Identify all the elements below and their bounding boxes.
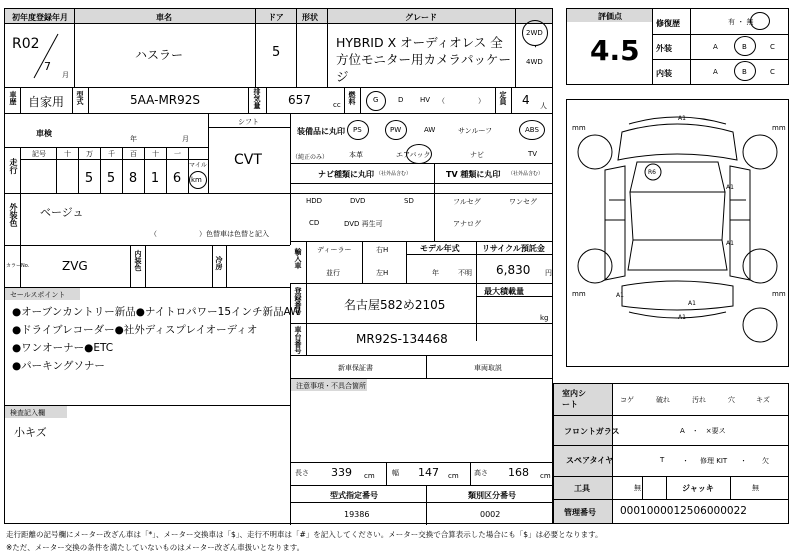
seat-burn: コゲ [620,396,634,404]
equip-navi: ナビ [470,151,484,159]
import-parallel: 並行 [326,269,340,277]
repair-options: 有 ・ 無 [728,18,754,26]
mileage-unit-ichi: 一 [174,150,181,158]
sales-point-4: ●パーキングソナー [12,360,105,372]
seat-stain: 汚れ [692,396,706,404]
notes-label: 注意事項・不具合箇所 [296,382,366,390]
score-value: 4.5 [590,34,640,67]
fuel-d: D [398,96,404,104]
first-reg-era: R02 [12,36,40,52]
width-value: 147 [418,466,439,479]
tools-value: 無 [634,484,641,492]
spare-t: T [660,456,665,464]
equip-pw: PW [390,126,402,134]
length-unit: cm [364,472,375,480]
sales-point-2: ●ドライブレコーダー●社外ディスプレイオーディオ [12,324,258,336]
shift-label: シフト [238,118,259,126]
nav-sd: SD [404,197,414,205]
registration-label: 登録番号 [294,287,302,315]
import-label: 輸入車 [294,248,302,269]
spare-kit: 修理 KIT [700,457,728,465]
management-value: 0001000012506000022 [620,505,747,517]
mileage-digit: 5 [106,171,116,186]
mileage-unit: km [191,176,202,184]
inspection-label: 車検 [36,129,52,138]
spare-dot-1: ・ [682,457,689,465]
drive-4wd: 4WD [526,58,543,66]
windshield-label: フロントガラス [564,427,620,436]
chassis-value: MR92S-134468 [356,332,448,346]
length-value: 339 [331,466,352,479]
type-designation-label: 型式指定番号 [330,491,378,500]
nav-hdd: HDD [306,197,323,205]
seat-label: 室内シート [562,389,586,409]
interior-a: A [713,68,718,76]
first-reg-label: 初年度登録年月 [12,13,68,22]
sales-point-1: ●オーブンカントリー新品●ナイトロパワー15インチ新品AW [12,306,301,318]
fuel-paren-open: （ [438,97,445,105]
model-year-unknown: 不明 [458,269,472,277]
refrigerator-label: 冷房 [215,256,223,270]
tv-analog: アナログ [453,220,481,228]
inspection-year: 年 [130,135,137,143]
exterior-color-value: ベージュ [40,206,84,219]
model-year-label: モデル年式 [420,244,460,253]
mileage-digit: 5 [84,171,94,186]
first-reg-month: 7 [44,60,51,73]
usage: 自家用 [28,95,65,109]
exterior-b: B [742,43,747,51]
first-reg-slash [30,32,60,82]
damage-mark: A1 [726,240,734,247]
capacity-label: 定員 [499,91,507,105]
fuel-label: 燃料 [348,91,356,105]
interior-b: B [742,68,747,76]
exterior-label: 外装 [656,44,672,53]
mileage-unit-ten-man: 十 [64,150,71,158]
mileage-unit-hyaku: 百 [130,150,137,158]
tv-label: TV 種類に丸印 [446,170,501,179]
windshield-options: A ・ ×要ス [680,427,726,435]
chassis-label: 車台番号 [294,326,302,354]
tv-oneseg: ワンセグ [509,198,537,206]
import-left-h: 左H [376,269,389,277]
repair-none-circle [750,12,770,30]
max-load-unit: kg [540,314,549,322]
tv-fullseg: フルセグ [453,198,481,206]
exterior-color-paren: （ ）色替車は色替と記入 [150,230,269,238]
equip-airbag: エアバック [396,151,431,159]
car-name-label: 車名 [156,13,172,22]
exterior-a: A [713,43,718,51]
mileage-label: 走行 [9,158,18,174]
car-diagram [567,100,788,366]
mileage-digit: 8 [128,171,138,186]
first-reg-month-unit: 月 [62,71,69,79]
recycle-value: 6,830 [496,263,531,277]
shift-value: CVT [234,152,262,168]
width-unit: cm [448,472,459,480]
seat-hole: 穴 [728,396,735,404]
equip-tv: TV [528,150,538,158]
equip-sunroof: サンルーフ [458,127,493,135]
diagram-mm-br: mm [772,290,786,298]
nav-dvd-play: DVD 再生可 [344,220,383,228]
grade-label: グレード [405,13,437,22]
sales-points-label: セールスポイント [10,291,66,299]
doors: 5 [272,45,281,60]
nav-label-sub: （社外品含む） [376,171,412,177]
shape-label: 形状 [302,13,318,22]
equip-aw: AW [424,126,436,134]
displacement-unit: cc [333,101,341,109]
inspector-value: 小キズ [14,426,47,439]
jack-label: ジャッキ [682,484,714,493]
interior-color-label: 内装色 [134,250,142,271]
sales-point-3: ●ワンオーナー●ETC [12,342,114,354]
score-label: 評価点 [598,12,622,21]
class-number-label: 類別区分番号 [468,491,516,500]
doors-label: ドア [268,13,284,22]
nav-dvd: DVD [350,197,366,205]
exterior-c: C [770,43,775,51]
capacity: 4 [522,93,530,107]
vehicle-manual: 車両取説 [474,364,502,372]
equip-leather: 本革 [349,151,363,159]
spare-label: スペアタイヤ [566,456,614,465]
color-no-label: カラーNo. [6,263,30,269]
inspection-month: 月 [182,135,189,143]
mileage-unit-sen: 千 [108,150,115,158]
mileage-unit-ju: 十 [152,150,159,158]
footer-line-1: 走行距離の記号欄にメーター改ざん車は「*」、メーター交換車は「$」、走行不明車は「#」を記入してください。メーター交換で合算表示した場合にも「$」は必要となります。 [6,530,603,539]
length-label: 長さ [295,469,309,477]
drive-2wd: 2WD [526,29,543,37]
interior-c: C [770,68,775,76]
capacity-unit: 人 [540,102,547,110]
registration-value: 名古屋582め2105 [344,298,446,312]
equipment-sub: （純正のみ） [292,154,329,161]
nav-label: ナビ種類に丸印 [318,170,374,179]
height-unit: cm [540,472,551,480]
damage-mark: A1 [688,300,696,307]
model-label: 型式 [76,91,84,105]
model: 5AA-MR92S [130,93,201,107]
import-right-h: 右H [376,246,389,254]
diagram-mm-bl: mm [572,290,586,298]
new-car-warranty: 新車保証書 [338,364,373,372]
type-designation-value: 19386 [344,510,370,519]
tv-label-sub: （社外品含む） [508,171,544,177]
mileage-digit: 1 [150,171,160,186]
usage-label: 車歴 [9,91,17,105]
color-no-value: ZVG [62,259,88,273]
damage-mark: A1 [678,314,686,321]
displacement: 657 [288,93,311,107]
fuel-paren-close: ） [478,97,485,105]
equip-ps: PS [353,126,362,134]
height-value: 168 [508,466,529,479]
mile-label: マイル [189,162,207,169]
displacement-label: 排気量 [253,88,261,109]
width-label: 幅 [392,469,399,477]
exterior-color-label: 外装色 [9,203,18,227]
inspector-label: 検査記入欄 [10,409,45,417]
footer-line-2: ※ただ、メーター交換の条件を満たしていないものはメーター改ざん車扱いとなります。 [6,543,305,552]
damage-mark-front: R6 [648,169,656,176]
max-load-label: 最大積載量 [484,287,524,296]
jack-value: 無 [752,484,759,492]
diagram-mm-tl: mm [572,124,586,132]
equip-abs: ABS [525,126,539,134]
fuel-g: G [373,96,379,104]
mileage-unit-man: 万 [86,150,93,158]
mileage-digits [78,167,188,186]
damage-mark: A1 [678,115,686,122]
import-dealer: ディーラー [317,246,352,254]
damage-mark: A1 [616,292,624,299]
management-label: 管理番号 [564,508,596,517]
diagram-mm-tr: mm [772,124,786,132]
spare-missing: 欠 [762,457,769,465]
seat-scratch: キズ [756,396,770,404]
drive-dot: ・ [532,43,539,51]
model-year-year: 年 [432,269,439,277]
interior-label: 内装 [656,69,672,78]
car-name: ハスラー [135,48,184,62]
grade: HYBRID X オーディオレス 全方位モニター用カメラパッケージ [336,35,512,84]
mileage-unit-mark: 記号 [32,150,46,158]
class-number-value: 0002 [480,510,501,519]
height-label: 高さ [474,469,488,477]
recycle-unit: 円 [545,269,552,277]
repair-label: 修復歴 [656,19,680,28]
seat-tear: 破れ [656,396,670,404]
fuel-hv: HV [420,96,431,104]
mileage-digit: 6 [172,171,182,186]
recycle-label: リサイクル預託金 [482,244,545,253]
damage-mark: A1 [726,184,734,191]
spare-dot-2: ・ [740,457,747,465]
tools-label: 工具 [574,484,590,493]
nav-cd: CD [309,219,320,227]
equipment-label: 装備品に丸印 [297,127,345,136]
